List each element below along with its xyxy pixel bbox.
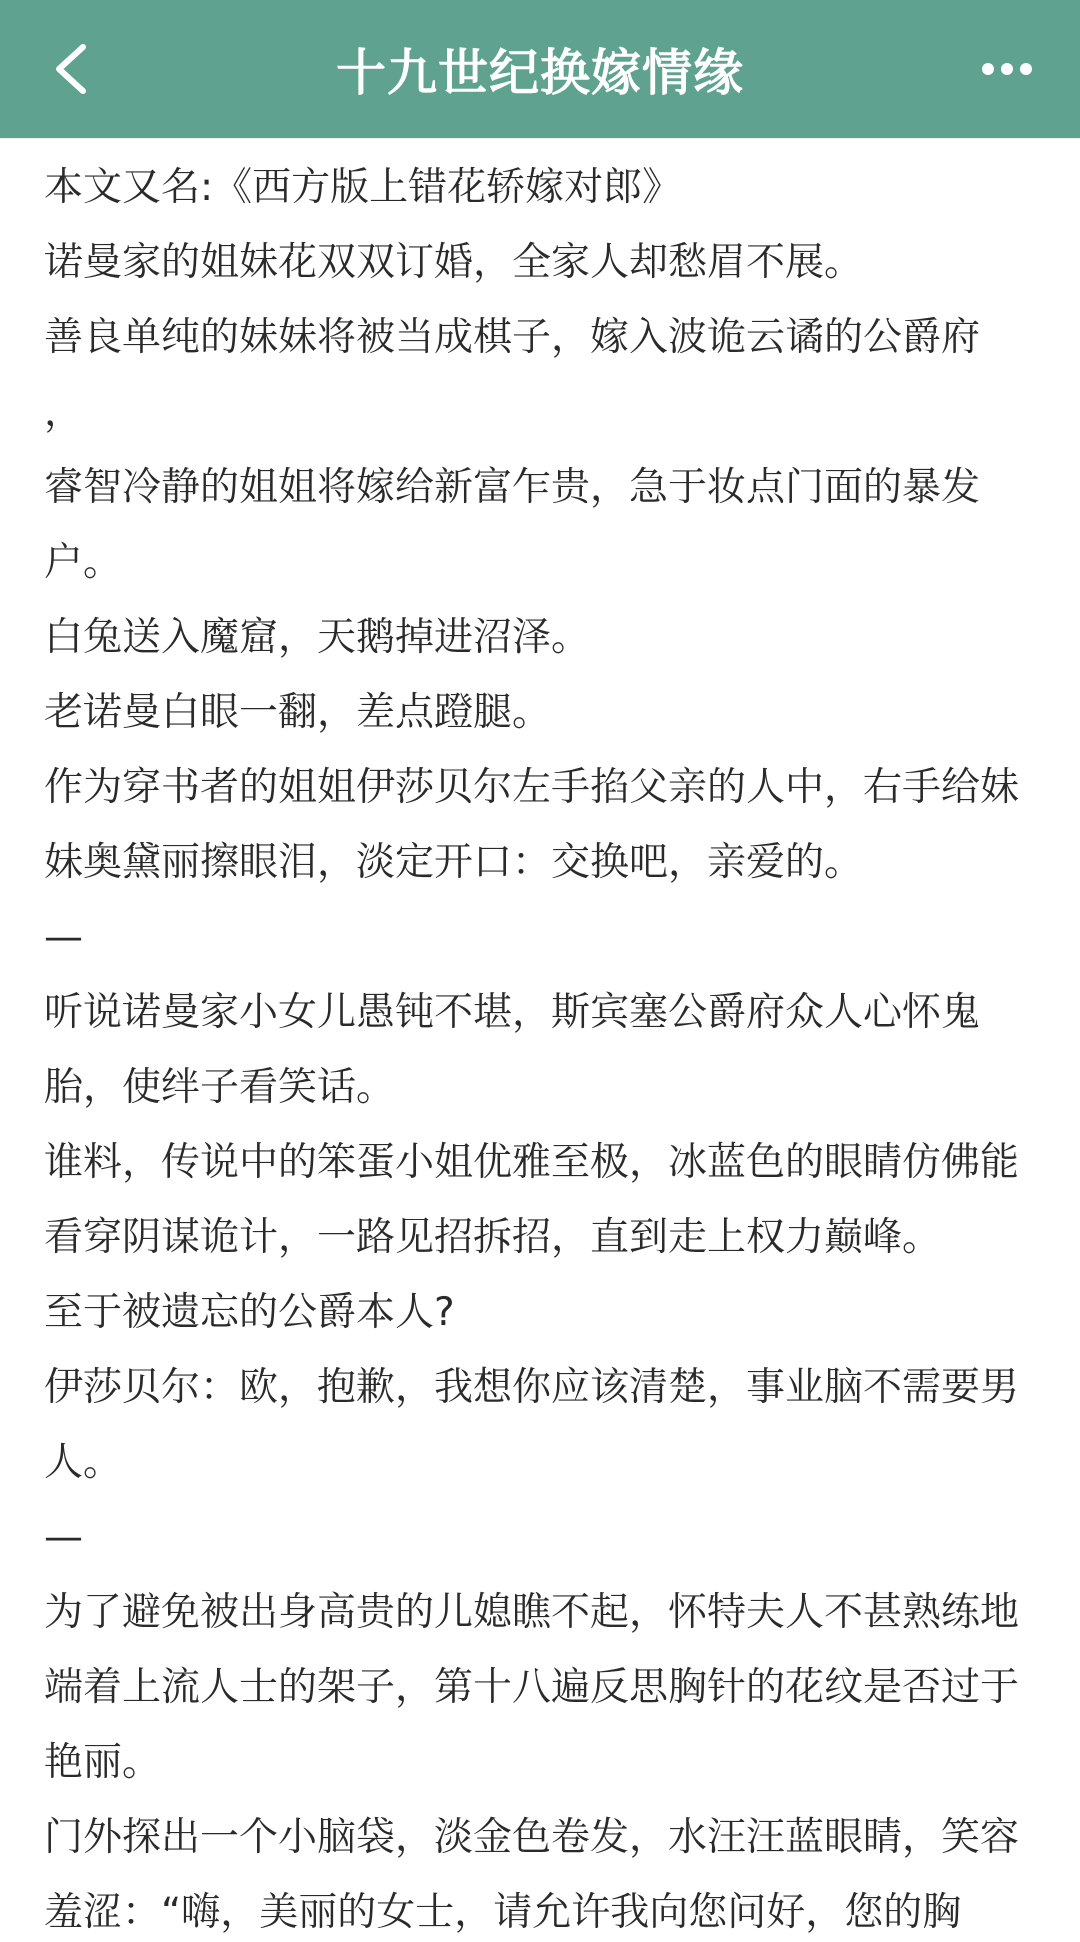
paragraph: 睿智冷静的姐姐将嫁给新富乍贵，急于妆点门面的暴发户。 [44, 465, 981, 585]
paragraph-alt-title: 本文又名:《西方版上错花轿嫁对郎》 [44, 165, 682, 210]
paragraph: 白兔送入魔窟，天鹅掉进沼泽。 [44, 615, 591, 660]
paragraph: 诺曼家的姐妹花双双订婚，全家人却愁眉不展。 [44, 240, 864, 285]
chevron-left-icon [49, 41, 93, 97]
more-horizontal-icon [981, 62, 1033, 76]
section-divider: — [44, 1515, 83, 1560]
back-button[interactable] [36, 34, 106, 104]
paragraph: 善良单纯的妹妹将被当成棋子，嫁入波诡云谲的公爵府 ， [44, 315, 981, 435]
paragraph: 听说诺曼家小女儿愚钝不堪，斯宾塞公爵府众人心怀鬼胎，使绊子看笑话。 [44, 990, 981, 1110]
more-options-button[interactable] [962, 34, 1052, 104]
paragraph: 为了避免被出身高贵的儿媳瞧不起，怀特夫人不甚熟练地端着上流人士的架子，第十八遍反思胸针的花纹是否过于艳丽。 [44, 1590, 1020, 1785]
page-title: 十九世纪换嫁情缘 [336, 44, 744, 102]
paragraph: 伊莎贝尔：欧，抱歉，我想你应该清楚，事业脑不需要男人。 [44, 1365, 1020, 1485]
paragraph: 谁料，传说中的笨蛋小姐优雅至极，冰蓝色的眼睛仿佛能看穿阴谋诡计，一路见招拆招，直到走上权力巅峰。 [44, 1140, 1020, 1260]
top-app-bar [0, 0, 1080, 138]
paragraph: 门外探出一个小脑袋，淡金色卷发，水汪汪蓝眼睛，笑容羞涩：“嗨，美丽的女士，请允许我向您问好，您的胸 [44, 1815, 1020, 1935]
paragraph: 至于被遗忘的公爵本人? [44, 1290, 455, 1335]
section-divider: — [44, 915, 83, 960]
paragraph: 老诺曼白眼一翻，差点蹬腿。 [44, 690, 552, 735]
paragraph: 作为穿书者的姐姐伊莎贝尔左手掐父亲的人中，右手给妹妹奥黛丽擦眼泪，淡定开口：交换吧，亲爱的。 [44, 765, 1020, 885]
article-body [44, 150, 1044, 1942]
